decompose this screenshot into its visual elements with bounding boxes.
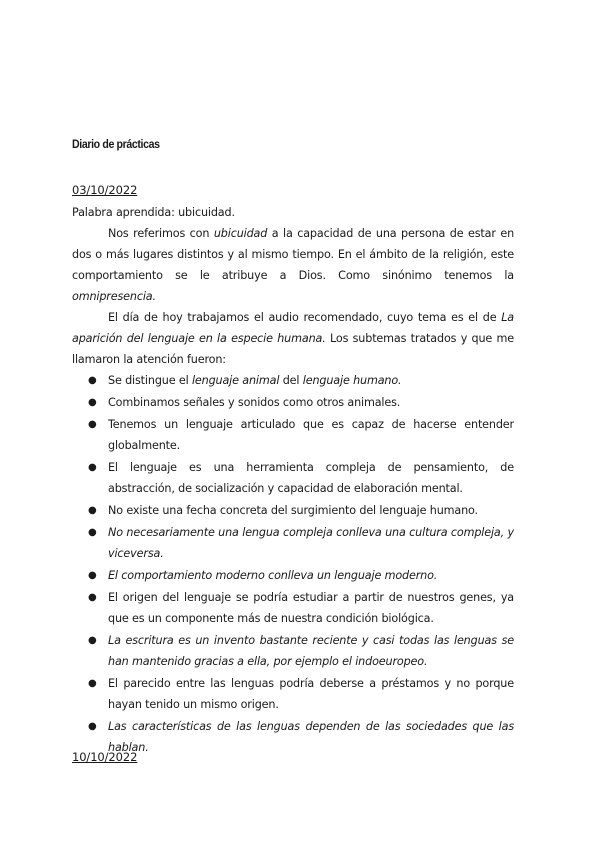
bullet-icon: ● — [88, 419, 97, 430]
list-item-text: Las características de las lenguas dependen de las sociedades que las hablan. — [108, 720, 514, 754]
list-item-text: El lenguaje es una herramienta compleja de pensamiento, de abstracción, de socialización y capacidad de elaboración mental. — [108, 461, 514, 495]
text-run: Nos referimos con — [108, 227, 214, 240]
text-run: Los subtemas tratados y que me llamaron la atención fueron: — [72, 332, 514, 366]
definition-paragraph — [72, 223, 514, 307]
list-item — [72, 716, 514, 758]
entry-date: 03/10/2022 — [72, 183, 138, 197]
list-item-text: Combinamos señales y sonidos como otros animales. — [108, 396, 401, 409]
list-item — [72, 457, 514, 499]
list-item-text: El parecido entre las lenguas podría deberse a préstamos y no porque hayan tenido un mismo origen. — [108, 677, 514, 711]
bullet-icon: ● — [88, 678, 97, 689]
list-item — [72, 522, 514, 564]
bullet-icon: ● — [88, 570, 97, 581]
list-item-text: El origen del lenguaje se podría estudiar a partir de nuestros genes, ya que es un componente más de nuestra condición biológica. — [108, 591, 514, 625]
list-item-text: La escritura es un invento bastante reciente y casi todas las lenguas se han mantenido gracias a ella, por ejemplo el indoeuropeo. — [108, 634, 514, 668]
list-item-text: El comportamiento moderno conlleva un lenguaje moderno. — [108, 569, 438, 582]
bullet-icon: ● — [88, 397, 97, 408]
list-item — [72, 673, 514, 715]
emphasis-run: lenguaje humano. — [302, 374, 402, 387]
bullet-icon: ● — [88, 505, 97, 516]
text-run: Se distingue el — [108, 374, 192, 387]
bullet-icon: ● — [88, 635, 97, 646]
bullet-icon: ● — [88, 462, 97, 473]
bullet-icon: ● — [88, 527, 97, 538]
list-item-text: No necesariamente una lengua compleja conlleva una cultura compleja, y viceversa. — [108, 526, 514, 560]
learned-word-line: Palabra aprendida: ubicuidad. — [72, 206, 235, 219]
entry-body — [72, 202, 514, 759]
emphasis-run: omnipresencia. — [72, 290, 156, 303]
entry-date: 10/10/2022 — [72, 750, 138, 764]
list-item — [72, 392, 514, 413]
bullet-icon: ● — [88, 721, 97, 732]
list-item — [72, 630, 514, 672]
text-run: El día de hoy trabajamos el audio recomendado, cuyo tema es el de — [108, 311, 502, 324]
list-item-text: No existe una fecha concreta del surgimiento del lenguaje humano. — [108, 504, 478, 517]
text-run: del — [279, 374, 303, 387]
emphasis-run: ubicuidad — [213, 227, 268, 240]
list-item — [72, 500, 514, 521]
list-item — [72, 414, 514, 456]
bullet-icon: ● — [88, 375, 97, 386]
emphasis-run: La aparición del lenguaje en la especie humana. — [72, 311, 514, 345]
list-item — [72, 565, 514, 586]
subtopics-list — [72, 370, 514, 758]
list-item-text: Tenemos un lenguaje articulado que es capaz de hacerse entender globalmente. — [108, 418, 514, 452]
text-run: a la capacidad de una persona de estar en dos o más lugares distintos y al mismo tiempo. En el ámbito de la religión, este comportamiento se le atribuye a Dios. Como sinónimo tenemos la — [72, 227, 515, 282]
list-item — [72, 587, 514, 629]
list-item — [72, 370, 514, 391]
emphasis-run: lenguaje animal — [191, 374, 280, 387]
bullet-icon: ● — [88, 592, 97, 603]
summary-paragraph — [72, 307, 514, 370]
document-title: Diario de prácticas — [72, 139, 160, 151]
